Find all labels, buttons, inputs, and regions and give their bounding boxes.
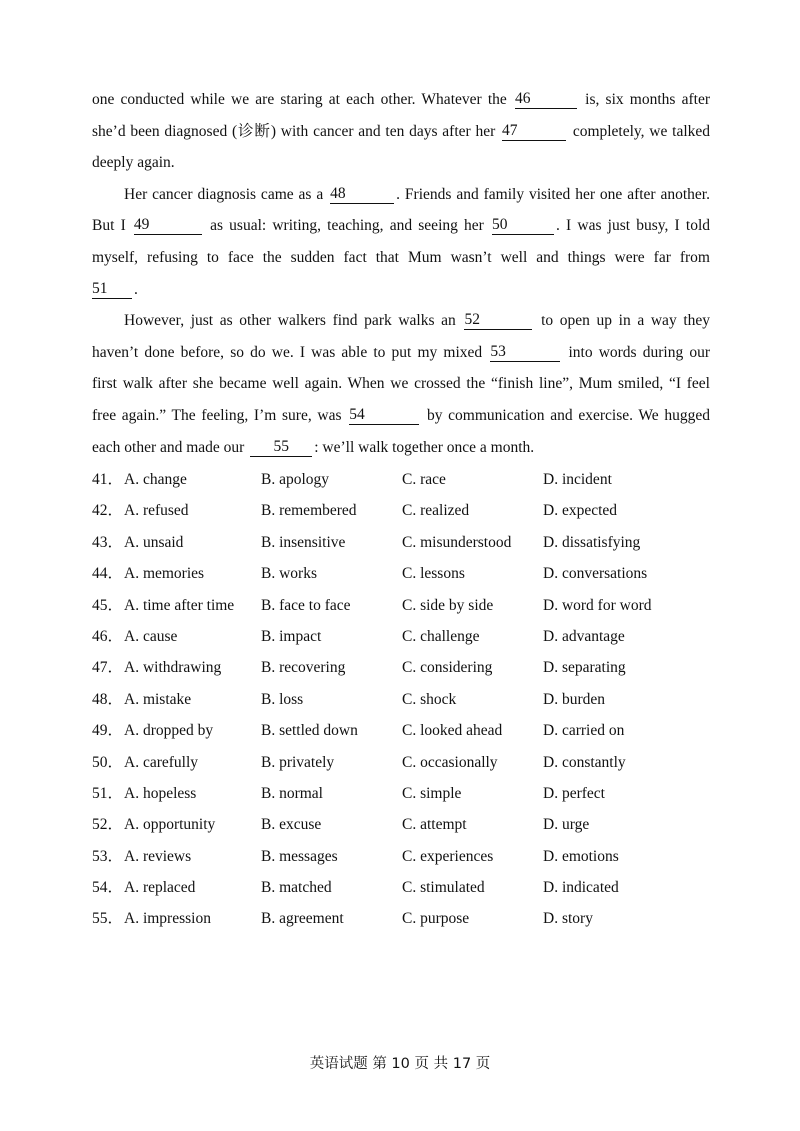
question-number: 42． [92,502,124,520]
option-c: C. misunderstood [402,533,512,551]
passage-line: first walk after she became well again. When we crossed the “finish line”, Mum smiled, “I feel [92,375,710,393]
blank-47: 47 [502,122,566,141]
question-number: 46． [92,627,124,645]
option-d: D. emotions [543,847,619,865]
question-row [92,903,712,934]
option-b: B. impact [261,627,322,645]
option-d: D. perfect [543,784,605,802]
option-d: D. story [543,910,593,928]
question-row [92,715,712,746]
question-row [92,809,712,840]
option-b: B. agreement [261,910,344,928]
page-footer: 英语试题 第 10 页 共 17 页 [309,1056,491,1072]
option-a: A. mistake [124,690,192,708]
blank-52: 52 [464,311,532,330]
question-row [92,747,712,778]
question-row [92,527,712,558]
question-number: 48． [92,690,124,708]
passage-line: haven’t done before, so do we. I was able to put my mixed 53 into words during our [92,342,710,361]
question-number: 44． [92,565,124,583]
option-d: D. indicated [543,879,619,897]
option-a: A. reviews [124,847,192,865]
question-number: 55． [92,910,124,928]
question-row [92,495,712,526]
question-row [92,621,712,652]
option-c: C. stimulated [402,879,485,897]
passage-line: 51 . [92,279,138,298]
option-d: D. burden [543,690,605,708]
option-a: A. carefully [124,753,199,771]
option-c: C. attempt [402,816,467,834]
option-c: C. purpose [402,910,470,928]
option-c: C. lessons [402,565,465,583]
option-c: C. looked ahead [402,722,503,740]
option-b: B. privately [261,753,335,771]
passage-line: deeply again. [92,154,175,172]
question-number: 53． [92,847,124,865]
question-number: 54． [92,879,124,897]
question-number: 50． [92,753,124,771]
cloze-passage [92,84,710,463]
blank-51: 51 [92,280,132,299]
option-a: A. unsaid [124,533,184,551]
passage-line: However, just as other walkers find park walks an 52 to open up in a way they [124,311,711,330]
option-c: C. realized [402,502,470,520]
option-d: D. dissatisfying [543,533,641,551]
option-d: D. separating [543,659,626,677]
passage-line: But I 49 as usual: writing, teaching, and seeing her 50 . I was just busy, I told [92,216,711,235]
option-b: B. excuse [261,816,322,834]
option-a: A. impression [124,910,211,928]
option-a: A. replaced [124,879,196,897]
option-a: A. time after time [124,596,235,614]
question-row [92,841,712,872]
option-d: D. incident [543,471,612,488]
passage-line: one conducted while we are staring at each other. Whatever the 46 is, six months after [92,90,711,108]
option-d: D. carried on [543,722,625,740]
question-row [92,652,712,683]
option-b: B. messages [261,847,338,865]
answer-options [92,464,712,935]
question-row [92,590,712,621]
option-b: B. works [261,565,317,583]
option-b: B. recovering [261,659,346,677]
option-b: B. normal [261,784,323,802]
blank-46: 46 [515,90,577,109]
question-row [92,464,712,495]
blank-54: 54 [349,406,419,425]
blank-48: 48 [330,185,394,204]
option-a: A. opportunity [124,816,216,834]
option-b: B. settled down [261,722,358,740]
option-c: C. experiences [402,847,494,865]
option-c: C. considering [402,659,493,677]
question-row [92,872,712,903]
option-a: A. memories [124,565,205,583]
option-d: D. conversations [543,565,648,583]
blank-50: 50 [492,216,554,235]
question-number: 52． [92,816,124,834]
option-b: B. remembered [261,502,357,520]
blank-53: 53 [490,343,560,362]
option-b: B. face to face [261,596,351,614]
option-d: D. constantly [543,753,626,771]
option-d: D. expected [543,502,618,520]
option-a: A. withdrawing [124,659,222,677]
question-number: 43． [92,533,124,551]
option-b: B. apology [261,471,330,488]
option-a: A. hopeless [124,784,197,802]
option-d: D. urge [543,816,590,834]
option-c: C. side by side [402,596,494,614]
question-number: 41． [92,471,124,488]
passage-line: myself, refusing to face the sudden fact that Mum wasn’t well and things were far from [92,248,710,266]
option-d: D. advantage [543,627,625,645]
passage-line: each other and made our 55 : we’ll walk together once a month. [92,437,535,456]
passage-line: free again.” The feeling, I’m sure, was 54 by communication and exercise. We hugged [92,405,711,424]
option-a: A. cause [124,627,178,645]
option-c: C. simple [402,784,462,802]
blank-55: 55 [250,438,312,457]
option-b: B. matched [261,879,332,897]
option-a: A. refused [124,502,189,520]
passage-line: she’d been diagnosed (诊断) with cancer and ten days after her 47 completely, we talked [92,121,711,140]
question-row [92,558,712,589]
option-a: A. dropped by [124,722,214,740]
option-d: D. word for word [543,596,652,614]
question-number: 45． [92,596,124,614]
question-row [92,778,712,809]
option-c: C. shock [402,690,457,708]
option-a: A. change [124,471,187,488]
question-number: 49． [92,722,124,740]
option-b: B. insensitive [261,533,346,551]
option-c: C. occasionally [402,753,498,771]
blank-49: 49 [134,216,202,235]
option-c: C. race [402,471,446,488]
passage-line: Her cancer diagnosis came as a 48 . Friends and family visited her one after another. [124,184,710,203]
question-number: 47． [92,659,124,677]
question-row [92,684,712,715]
question-number: 51． [92,784,124,802]
option-b: B. loss [261,690,304,708]
option-c: C. challenge [402,627,480,645]
